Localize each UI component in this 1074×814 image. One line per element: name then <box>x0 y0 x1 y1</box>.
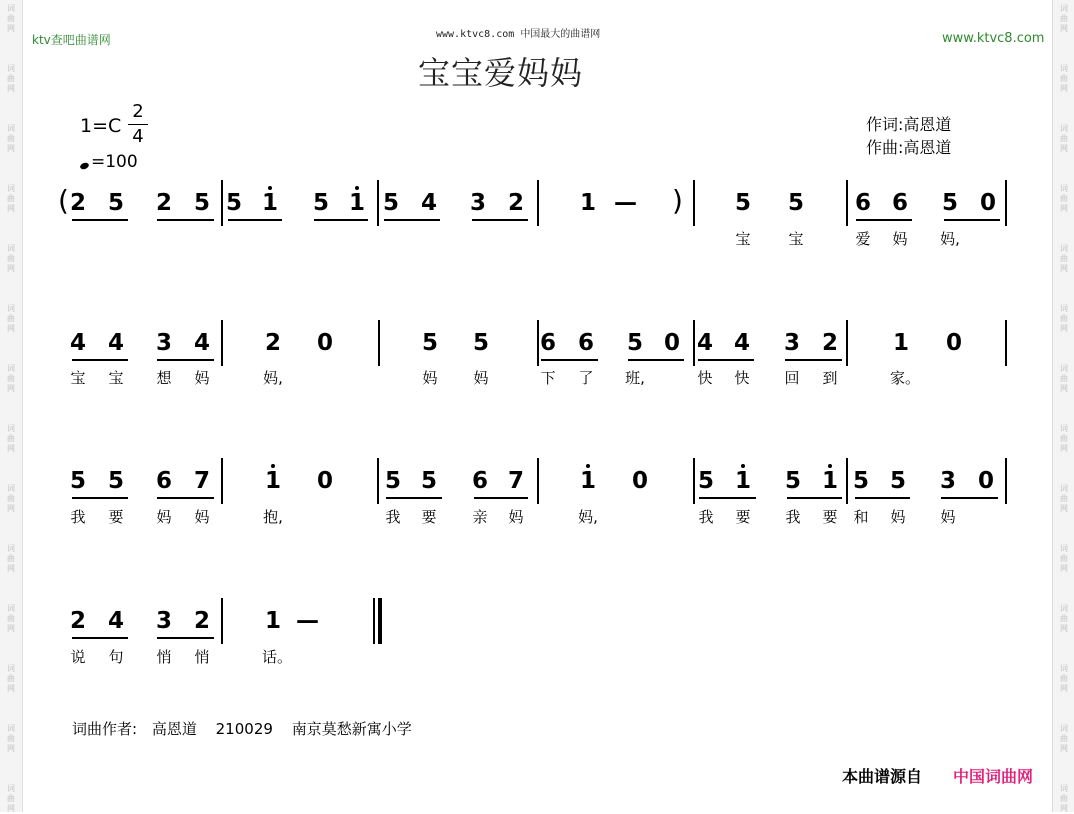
watermark-mark: 词 曲 网 <box>1060 484 1068 513</box>
site-header-center <box>436 25 600 40</box>
final-barline-thin <box>373 598 375 644</box>
intro-close-paren: ) <box>672 184 683 217</box>
note: 6 <box>539 330 556 356</box>
barline <box>537 320 539 366</box>
barline <box>377 458 379 504</box>
underline-beam <box>314 219 368 221</box>
underline-beam <box>785 359 842 361</box>
lyric: 宝 <box>735 230 751 248</box>
intro-open-paren: ( <box>58 184 69 217</box>
watermark-mark: 词 曲 网 <box>7 304 15 333</box>
lyric: 想 <box>156 369 172 387</box>
lyric: 要 <box>421 508 437 526</box>
note: 4 <box>733 330 750 356</box>
note: 0 <box>631 468 648 494</box>
note: 5 <box>107 468 124 494</box>
lyric: 妈 <box>473 369 489 387</box>
note: 3 <box>783 330 800 356</box>
note: 5 <box>852 468 869 494</box>
high-octave-dot <box>586 464 590 468</box>
lyric: 说 <box>70 648 86 666</box>
watermark-mark: 词 曲 网 <box>1060 544 1068 573</box>
note: 2 <box>193 608 210 634</box>
underline-beam <box>157 497 214 499</box>
watermark-mark: 词 曲 网 <box>1060 64 1068 93</box>
note: 5 <box>193 190 210 216</box>
watermark-mark: 词 曲 网 <box>1060 244 1068 273</box>
source-label: 本曲谱源自 <box>842 767 923 786</box>
high-octave-dot <box>828 464 832 468</box>
watermark-mark: 词 曲 网 <box>1060 604 1068 633</box>
note: 1 <box>577 468 599 494</box>
lyric: 快 <box>697 369 713 387</box>
note: 1 <box>259 190 281 216</box>
note: 4 <box>69 330 86 356</box>
lyric: 宝 <box>788 230 804 248</box>
barline <box>537 458 539 504</box>
lyric: 下 <box>540 369 556 387</box>
high-octave-dot <box>268 186 272 190</box>
note: 4 <box>193 330 210 356</box>
note: 5 <box>225 190 242 216</box>
watermark-mark: 词 曲 网 <box>1060 304 1068 333</box>
watermark-strip-left <box>0 0 23 812</box>
lyric: 悄 <box>156 648 172 666</box>
watermark-mark: 词 曲 网 <box>1060 664 1068 693</box>
tempo-marking <box>80 152 138 172</box>
note: 2 <box>155 190 172 216</box>
underline-beam <box>628 359 684 361</box>
barline <box>1005 180 1007 226</box>
note: 5 <box>420 468 437 494</box>
note: 5 <box>626 330 643 356</box>
note: 4 <box>107 608 124 634</box>
note: 1 <box>892 330 909 356</box>
lyric: 家。 <box>890 369 921 387</box>
barline <box>693 320 695 366</box>
barline <box>846 320 848 366</box>
note: 1 <box>579 190 596 216</box>
lyric: 妈 <box>508 508 524 526</box>
note: 6 <box>471 468 488 494</box>
lyric: 我 <box>70 508 86 526</box>
note: 3 <box>155 330 172 356</box>
note: 6 <box>891 190 908 216</box>
lyric: 和 <box>853 508 869 526</box>
note: 5 <box>312 190 329 216</box>
watermark-mark: 词 曲 网 <box>7 484 15 513</box>
note: 2 <box>264 330 281 356</box>
barline <box>221 180 223 226</box>
footer-school: 南京莫愁新寓小学 <box>291 720 412 738</box>
note: 5 <box>787 190 804 216</box>
lyric: 妈, <box>263 369 283 387</box>
footer-author: 高恩道 <box>151 720 197 738</box>
lyric: 妈 <box>194 369 210 387</box>
note: 7 <box>193 468 210 494</box>
watermark-mark: 词 曲 网 <box>7 784 15 813</box>
watermark-mark: 词 曲 网 <box>1060 4 1068 33</box>
note: 5 <box>889 468 906 494</box>
barline <box>221 320 223 366</box>
footer-credits <box>72 718 412 739</box>
barline <box>693 180 695 226</box>
source-site-link[interactable]: 中国词曲网 <box>953 767 1034 786</box>
meter-bottom: 4 <box>132 126 144 147</box>
underline-beam <box>384 219 440 221</box>
lyric: 悄 <box>194 648 210 666</box>
note: 5 <box>784 468 801 494</box>
site-name-left[interactable]: ktv查吧曲谱网 <box>32 33 111 47</box>
note: 1 <box>819 468 841 494</box>
lyric: 班, <box>625 369 645 387</box>
note: 2 <box>507 190 524 216</box>
note: 1 <box>732 468 754 494</box>
underline-beam <box>944 219 1000 221</box>
note: 0 <box>979 190 996 216</box>
barline <box>846 458 848 504</box>
underline-beam <box>856 219 912 221</box>
barline <box>221 458 223 504</box>
note: 1 <box>264 608 281 634</box>
lyric: 我 <box>698 508 714 526</box>
underline-beam <box>386 497 442 499</box>
underline-beam <box>698 359 754 361</box>
underline-beam <box>472 219 528 221</box>
watermark-mark: 词 曲 网 <box>1060 724 1068 753</box>
underline-beam <box>228 219 282 221</box>
lyric: 回 <box>784 369 800 387</box>
watermark-mark: 词 曲 网 <box>7 244 15 273</box>
note: 5 <box>69 468 86 494</box>
barline <box>693 458 695 504</box>
note: 5 <box>421 330 438 356</box>
barline <box>377 180 379 226</box>
underline-beam <box>541 359 598 361</box>
underline-beam <box>699 497 756 499</box>
barline <box>221 598 223 644</box>
lyric: 我 <box>785 508 801 526</box>
lyric: 要 <box>735 508 751 526</box>
site-url-center[interactable]: www.ktvc8.com <box>436 29 515 40</box>
barline <box>846 180 848 226</box>
note: 6 <box>155 468 172 494</box>
note: 2 <box>69 190 86 216</box>
lyric: 妈 <box>890 508 906 526</box>
watermark-mark: 词 曲 网 <box>7 4 15 33</box>
lyric: 我 <box>385 508 401 526</box>
lyric: 抱, <box>263 508 283 526</box>
note: 5 <box>382 190 399 216</box>
footer-postcode: 210029 <box>215 720 273 738</box>
note: 6 <box>854 190 871 216</box>
lyric: 妈 <box>940 508 956 526</box>
note: 2 <box>821 330 838 356</box>
watermark-strip-right <box>1052 0 1074 812</box>
watermark-mark: 词 曲 网 <box>1060 184 1068 213</box>
high-octave-dot <box>271 464 275 468</box>
note: — <box>296 608 319 634</box>
lyric: 妈 <box>422 369 438 387</box>
meter-top: 2 <box>132 101 144 122</box>
site-slogan: 中国最大的曲谱网 <box>520 29 601 40</box>
quarter-note-icon <box>79 162 90 171</box>
lyric: 了 <box>578 369 594 387</box>
lyric: 宝 <box>108 369 124 387</box>
lyric: 妈 <box>156 508 172 526</box>
watermark-mark: 词 曲 网 <box>7 364 15 393</box>
watermark-mark: 词 曲 网 <box>7 64 15 93</box>
lyric: 妈 <box>194 508 210 526</box>
site-url-right[interactable]: www.ktvc8.com <box>942 31 1045 46</box>
high-octave-dot <box>741 464 745 468</box>
lyric: 句 <box>108 648 124 666</box>
lyric: 妈 <box>892 230 908 248</box>
watermark-mark: 词 曲 网 <box>7 184 15 213</box>
composer-credit: 作曲:高恩道 <box>866 138 952 157</box>
note: 0 <box>977 468 994 494</box>
watermark-mark: 词 曲 网 <box>7 724 15 753</box>
note: 4 <box>696 330 713 356</box>
lyric: 妈, <box>940 230 960 248</box>
underline-beam <box>787 497 842 499</box>
note: 5 <box>107 190 124 216</box>
note: 0 <box>316 468 333 494</box>
footer-label: 词曲作者: <box>72 720 138 738</box>
key-signature: 1=C <box>80 115 122 137</box>
lyric: 爱 <box>855 230 871 248</box>
note: 5 <box>472 330 489 356</box>
note: 0 <box>663 330 680 356</box>
underline-beam <box>72 219 128 221</box>
note: 5 <box>734 190 751 216</box>
underline-beam <box>474 497 528 499</box>
note: 2 <box>69 608 86 634</box>
watermark-mark: 词 曲 网 <box>7 124 15 153</box>
note: 4 <box>107 330 124 356</box>
note: 5 <box>941 190 958 216</box>
underline-beam <box>157 219 214 221</box>
note: 6 <box>577 330 594 356</box>
note: 3 <box>469 190 486 216</box>
tempo-value: =100 <box>91 152 138 172</box>
barline <box>378 320 380 366</box>
high-octave-dot <box>355 186 359 190</box>
note: 0 <box>945 330 962 356</box>
watermark-mark: 词 曲 网 <box>1060 364 1068 393</box>
note: — <box>614 190 637 216</box>
lyric: 宝 <box>70 369 86 387</box>
song-title: 宝宝爱妈妈 <box>418 54 584 92</box>
barline <box>537 180 539 226</box>
lyricist-credit: 作词:高恩道 <box>866 115 952 134</box>
lyric: 亲 <box>472 508 488 526</box>
watermark-mark: 词 曲 网 <box>1060 784 1068 813</box>
watermark-mark: 词 曲 网 <box>7 604 15 633</box>
watermark-mark: 词 曲 网 <box>7 664 15 693</box>
watermark-mark: 词 曲 网 <box>7 424 15 453</box>
lyric: 妈, <box>578 508 598 526</box>
watermark-mark: 词 曲 网 <box>1060 124 1068 153</box>
watermark-mark: 词 曲 网 <box>1060 424 1068 453</box>
lyric: 到 <box>822 369 838 387</box>
underline-beam <box>855 497 910 499</box>
lyric: 要 <box>822 508 838 526</box>
lyric: 快 <box>734 369 750 387</box>
watermark-mark: 词 曲 网 <box>7 544 15 573</box>
note: 5 <box>384 468 401 494</box>
lyric: 话。 <box>262 648 293 666</box>
underline-beam <box>72 359 128 361</box>
note: 3 <box>155 608 172 634</box>
underline-beam <box>941 497 998 499</box>
note: 7 <box>507 468 524 494</box>
note: 1 <box>346 190 368 216</box>
underline-beam <box>72 497 128 499</box>
note: 3 <box>939 468 956 494</box>
note: 0 <box>316 330 333 356</box>
barline <box>1005 320 1007 366</box>
note: 1 <box>262 468 284 494</box>
underline-beam <box>72 637 128 639</box>
time-signature <box>128 100 148 149</box>
underline-beam <box>157 637 214 639</box>
barline <box>1005 458 1007 504</box>
note: 4 <box>420 190 437 216</box>
note: 5 <box>697 468 714 494</box>
lyric: 要 <box>108 508 124 526</box>
underline-beam <box>157 359 214 361</box>
final-barline-thick <box>378 598 382 644</box>
